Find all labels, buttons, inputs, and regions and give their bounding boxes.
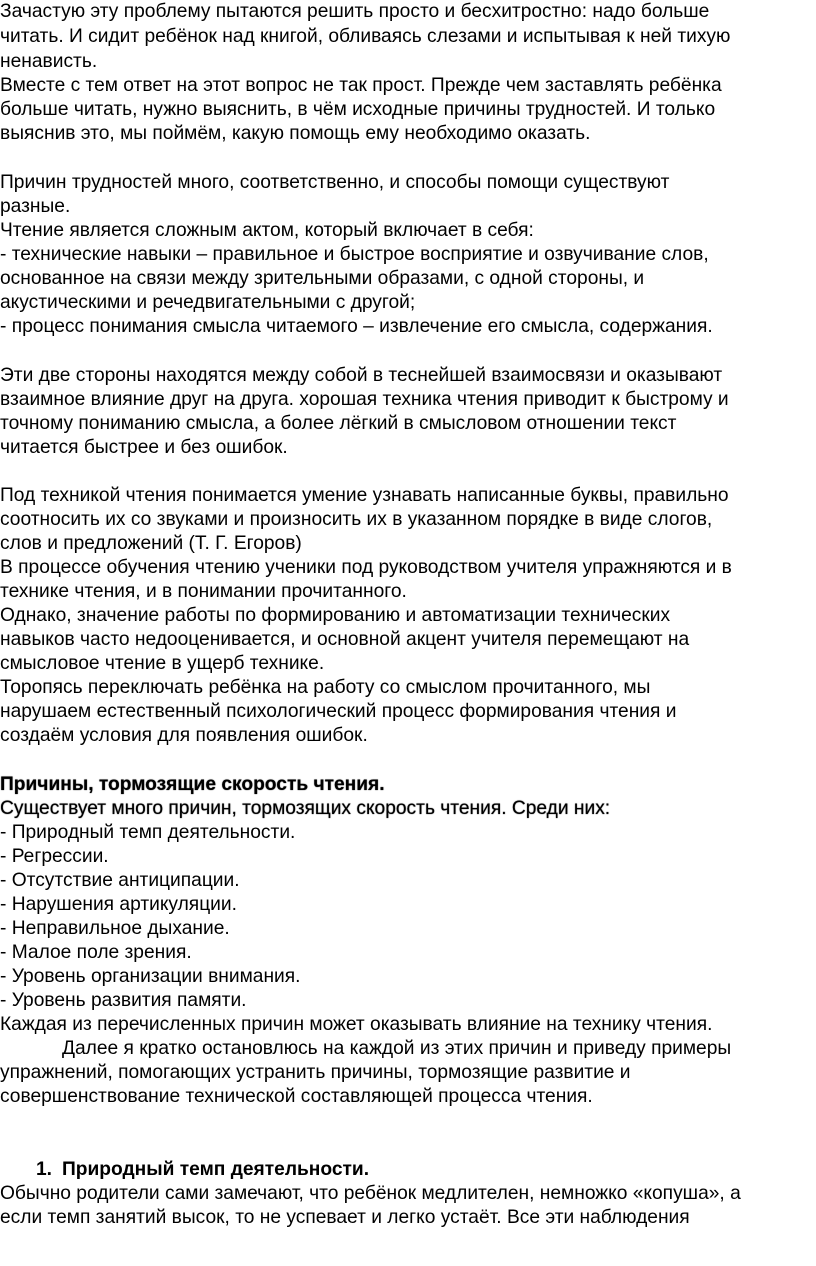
text-line: основанное на связи между зрительными образами, с одной стороны, и xyxy=(0,268,645,289)
text-line: технике чтения, и в понимании прочитанного. xyxy=(0,581,407,602)
text-line: смысловое чтение в ущерб технике. xyxy=(0,653,325,674)
text-line: если темп занятий высок, то не успевает и легко устаёт. Все эти наблюдения xyxy=(0,1207,690,1228)
text-line: больше читать, нужно выяснить, в чём исходные причины трудностей. И только xyxy=(0,99,716,120)
text-line: Каждая из перечисленных причин может оказывать влияние на технику чтения. xyxy=(0,1014,713,1035)
text-line: - процесс понимания смысла читаемого – извлечение его смысла, содержания. xyxy=(0,316,713,337)
list-item: - Нарушения артикуляции. xyxy=(0,894,237,915)
text-line: Вместе с тем ответ на этот вопрос не так прост. Прежде чем заставлять ребёнка xyxy=(0,75,722,96)
text-line: - технические навыки – правильное и быстрое восприятие и озвучивание слов, xyxy=(0,244,709,265)
text-line: упражнений, помогающих устранить причины, тормозящие развитие и xyxy=(0,1062,631,1083)
list-item: - Малое поле зрения. xyxy=(0,942,192,963)
text-line: навыков часто недооценивается, и основной акцент учителя перемещают на xyxy=(0,629,690,650)
text-line: разные. xyxy=(0,196,71,217)
list-item: - Отсутствие антиципации. xyxy=(0,870,240,891)
text-line: Торопясь переключать ребёнка на работу со смыслом прочитанного, мы xyxy=(0,677,651,698)
text-line: Далее я кратко остановлюсь на каждой из этих причин и приведу примеры xyxy=(62,1038,732,1059)
text-line: создаём условия для появления ошибок. xyxy=(0,725,368,746)
section-number: 1. xyxy=(36,1159,53,1180)
text-line: акустическими и речедвигательными с другой; xyxy=(0,292,416,313)
text-line: Обычно родители сами замечают, что ребёнок медлителен, немножко «копуша», а xyxy=(0,1183,741,1204)
section-heading: Природный темп деятельности. xyxy=(62,1159,370,1180)
text-line: Под техникой чтения понимается умение узнавать написанные буквы, правильно xyxy=(0,485,729,506)
text-line: В процессе обучения чтению ученики под руководством учителя упражняются и в xyxy=(0,557,732,578)
text-line: Существует много причин, тормозящих скорость чтения. Среди них: xyxy=(0,798,611,819)
text-line: нарушаем естественный психологический процесс формирования чтения и xyxy=(0,701,677,722)
text-line: совершенствование технической составляющей процесса чтения. xyxy=(0,1086,593,1107)
text-line: соотносить их со звуками и произносить их в указанном порядке в виде слогов, xyxy=(0,509,713,530)
text-line: Причин трудностей много, соответственно, и способы помощи существуют xyxy=(0,172,670,193)
text-line: Однако, значение работы по формированию и автоматизации технических xyxy=(0,605,671,626)
text-line: слов и предложений (Т. Г. Егоров) xyxy=(0,533,302,554)
list-item: - Уровень организации внимания. xyxy=(0,966,301,987)
list-item: - Регрессии. xyxy=(0,846,109,867)
list-item: - Уровень развития памяти. xyxy=(0,990,247,1011)
list-item: - Неправильное дыхание. xyxy=(0,918,230,939)
text-line: Эти две стороны находятся между собой в теснейшей взаимосвязи и оказывают xyxy=(0,365,723,386)
text-line: читать. И сидит ребёнок над книгой, обливаясь слезами и испытывая к ней тихую xyxy=(0,26,731,47)
text-line: Чтение является сложным актом, который включает в себя: xyxy=(0,220,534,241)
text-line: точному пониманию смысла, а более лёгкий в смысловом отношении текст xyxy=(0,413,677,434)
list-item: - Природный темп деятельности. xyxy=(0,822,296,843)
text-line: взаимное влияние друг на друга. хорошая техника чтения приводит к быстрому и xyxy=(0,389,729,410)
text-line: читается быстрее и без ошибок. xyxy=(0,437,288,458)
text-line: ненависть. xyxy=(0,51,98,72)
section-heading: Причины, тормозящие скорость чтения. xyxy=(0,774,385,795)
text-line: Зачастую эту проблему пытаются решить просто и бесхитростно: надо больше xyxy=(0,1,710,22)
text-line: выяснив это, мы поймём, какую помощь ему необходимо оказать. xyxy=(0,123,591,144)
